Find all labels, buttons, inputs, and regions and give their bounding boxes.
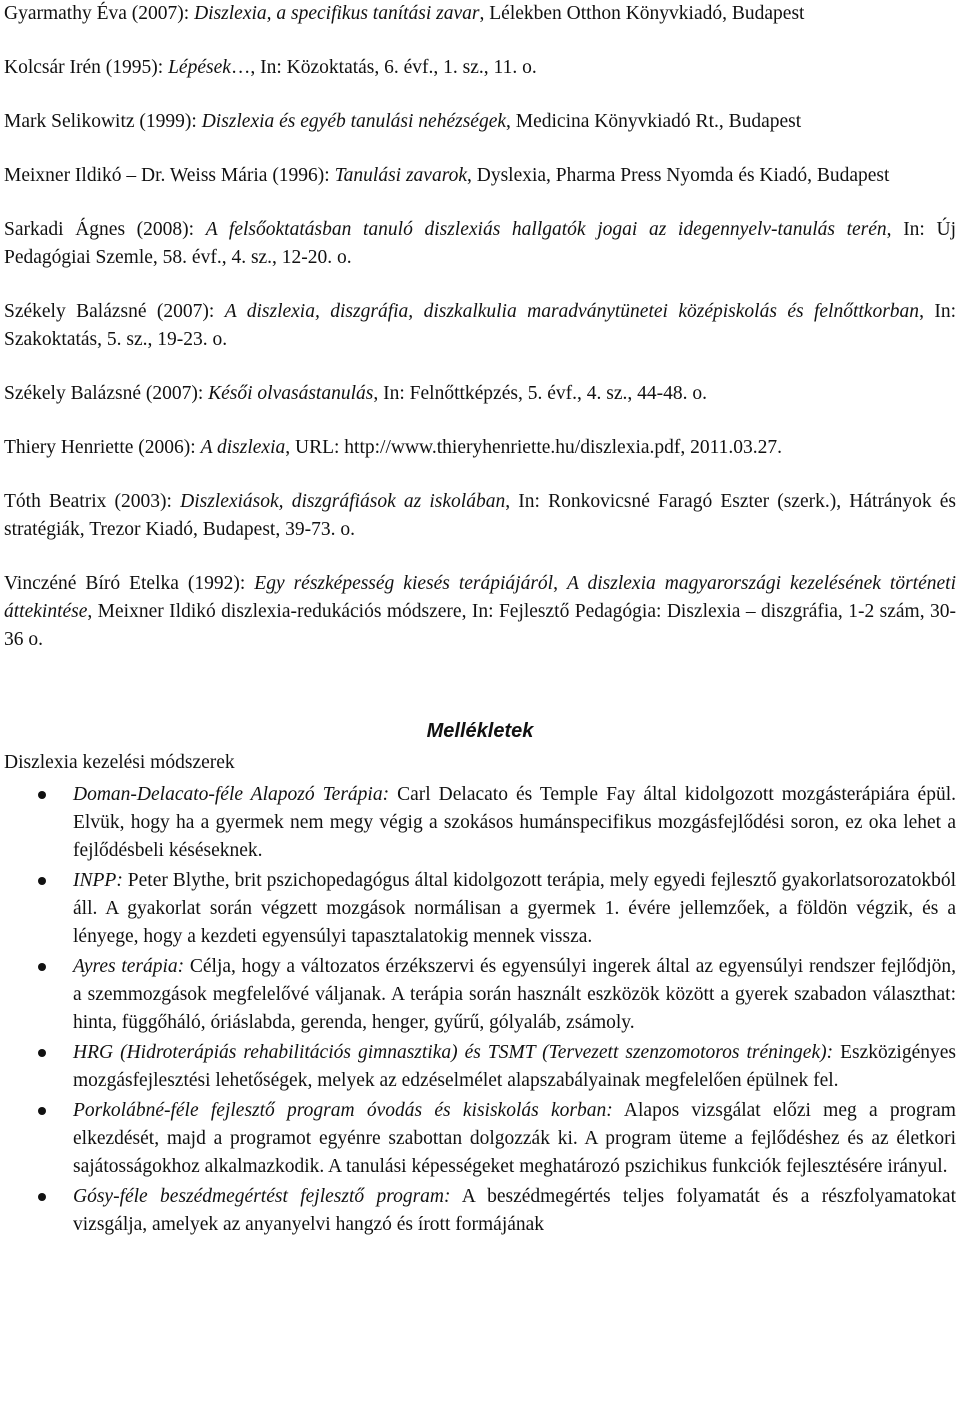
method-list [4, 781, 956, 1239]
reference-title: A diszlexia [200, 437, 286, 458]
list-item: Ayres terápia: Célja, hogy a változatos érzékszervi és egyensúlyi ingerek által az egyensúlyi rendszer fejlődjön, a szemmozgások megfelelővé váljanak. A terápia során használt eszközök között a gyerek szabadon választhat: hinta, függőháló, óriáslabda, gerenda, henger, gyűrű, gólyaláb, zsámoly. [4, 953, 956, 1037]
reference-entry: Székely Balázsné (2007): Késői olvasástanulás, In: Felnőttképzés, 5. évf., 4. sz., 44-48. o. [4, 383, 707, 404]
method-title: Gósy-féle beszédmegértést fejlesztő program: [73, 1186, 451, 1207]
reference-entry: Székely Balázsné (2007): A diszlexia, diszgráfia, diszkalkulia maradványtünetei középiskolás és felnőttkorban, In: Szakoktatás, 5. sz., 19-23. o. [4, 301, 957, 350]
list-item: INPP: Peter Blythe, brit pszichopedagógus által kidolgozott terápia, mely egyedi fejlesztő gyakorlatsorozatokból áll. A gyakorlat során végzett mozgások normálisan a gyermek 1. évére jellemzőek, a földön végzik, és a lényege, hogy a kezdeti egyensúlyi tapasztalatokig mennek vissza. [4, 867, 956, 951]
reference-title: Késői olvasástanulás [208, 383, 374, 404]
method-title: HRG (Hidroterápiás rehabilitációs gimnasztika) és TSMT (Tervezett szenzomotoros tréningek): [73, 1042, 834, 1063]
reference-title: Diszlexia és egyéb tanulási nehézségek [201, 111, 507, 132]
reference-title: A diszlexia magyarországi kezelésének történeti áttekintése [4, 573, 956, 622]
bibliography [4, 0, 956, 654]
method-title: Ayres terápia: [73, 956, 185, 977]
list-item: Gósy-féle beszédmegértést fejlesztő program: A beszédmegértés teljes folyamatát és a részfolyamatokat vizsgálja, amelyek az anyanyelvi hangzó és írott formájának [4, 1183, 956, 1239]
bullet-icon [38, 1193, 46, 1201]
reference-entry: Mark Selikowitz (1999): Diszlexia és egyéb tanulási nehézségek, Medicina Könyvkiadó Rt., Budapest [4, 111, 802, 132]
reference-entry: Thiery Henriette (2006): A diszlexia, URL: http://www.thieryhenriette.hu/diszlexia.pdf, 2011.03.27. [4, 437, 783, 458]
list-item: Porkolábné-féle fejlesztő program óvodás és kisiskolás korban: Alapos vizsgálat előzi meg a program elkezdését, majd a programot egyénre szabottan dolgozzák ki. A program üteme a fejlődéshez és az életkori sajátosságokhoz alkalmazkodik. A tanulási képességeket meghatározó pszichikus funkciók fejlesztésére irányul. [4, 1097, 956, 1181]
bullet-icon [38, 1049, 46, 1057]
reference-title: Tanulási zavarok [334, 165, 467, 186]
document-page [4, 0, 956, 1239]
reference-entry: Gyarmathy Éva (2007): Diszlexia, a specifikus tanítási zavar, Lélekben Otthon Könyvkiadó, Budapest [4, 3, 805, 24]
bullet-icon [38, 1107, 46, 1115]
reference-entry: Tóth Beatrix (2003): Diszlexiások, diszgráfiások az iskolában, In: Ronkovicsné Faragó Eszter (szerk.), Hátrányok és stratégiák, Trezor Kiadó, Budapest, 39-73. o. [4, 491, 956, 540]
reference-title: Diszlexia, a specifikus tanítási zavar [194, 3, 480, 24]
bullet-icon [38, 963, 46, 971]
reference-title: Diszlexiások, diszgráfiások az iskolában [180, 491, 506, 512]
appendix-heading: Mellékletek [426, 720, 534, 742]
reference-title: Egy részképesség kiesés terápiájáról [254, 573, 554, 594]
list-item: HRG (Hidroterápiás rehabilitációs gimnasztika) és TSMT (Tervezett szenzomotoros tréningek): Eszközigényes mozgásfejlesztési lehetőségek, melyek az edzéselmélet alapszabályainak megfelelően épülnek fel. [4, 1039, 956, 1095]
reference-entry: Kolcsár Irén (1995): Lépések…, In: Közoktatás, 6. évf., 1. sz., 11. o. [4, 57, 537, 78]
bullet-icon [38, 877, 46, 885]
method-title: Doman-Delacato-féle Alapozó Terápia: [73, 784, 390, 805]
list-item: Doman-Delacato-féle Alapozó Terápia: Carl Delacato és Temple Fay által kidolgozott mozgásterápiára épül. Elvük, hogy ha a gyermek nem megy végig a szokásos humánspecifikus mozgásfejlődési soron, ez oka lehet a fejlődésbeli késéseknek. [4, 781, 956, 865]
bullet-icon [38, 791, 46, 799]
reference-entry: Sarkadi Ágnes (2008): A felsőoktatásban tanuló diszlexiás hallgatók jogai az idegennyelv-tanulás terén, In: Új Pedagógiai Szemle, 58. évf., 4. sz., 12-20. o. [4, 219, 956, 268]
reference-entry: Vinczéné Bíró Etelka (1992): Egy részképesség kiesés terápiájáról, A diszlexia magyarországi kezelésének történeti áttekintése, Meixner Ildikó diszlexia-redukációs módszere, In: Fejlesztő Pedagógia: Diszlexia – diszgráfia, 1-2 szám, 30-36 o. [4, 573, 956, 650]
reference-title: A diszlexia, diszgráfia, diszkalkulia maradványtünetei középiskolás és felnőttkorban [224, 301, 920, 322]
reference-title: A felsőoktatásban tanuló diszlexiás hallgatók jogai az idegennyelv-tanulás terén [205, 219, 887, 240]
reference-title: Lépések [168, 57, 231, 78]
appendix-subheading: Diszlexia kezelési módszerek [4, 752, 235, 773]
method-title: INPP: [73, 870, 123, 891]
reference-entry: Meixner Ildikó – Dr. Weiss Mária (1996): Tanulási zavarok, Dyslexia, Pharma Press Nyomda és Kiadó, Budapest [4, 165, 890, 186]
method-title: Porkolábné-féle fejlesztő program óvodás és kisiskolás korban: [73, 1100, 613, 1121]
